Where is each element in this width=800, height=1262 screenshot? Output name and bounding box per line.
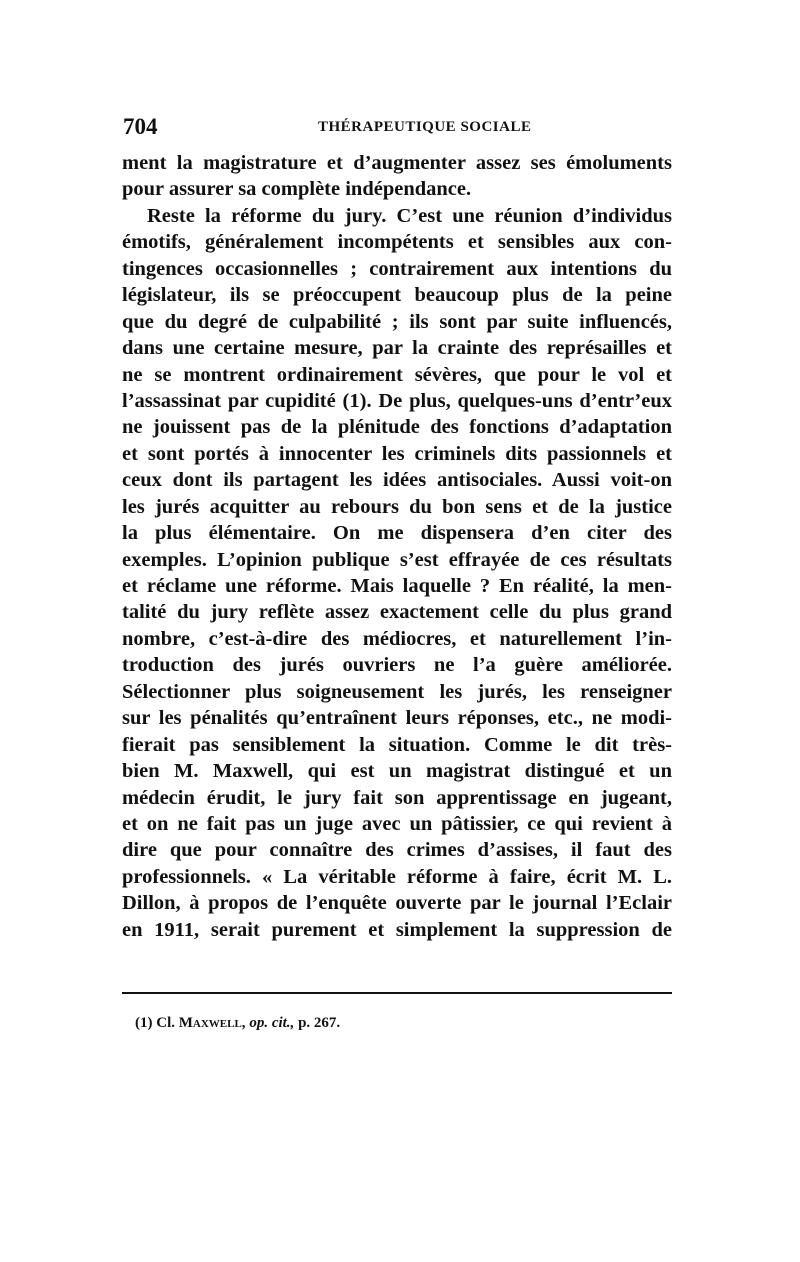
text-line: et sont portés à innocenter les criminels dits passionnels et [122,442,672,465]
text-line: fierait pas sensiblement la situation. Comme le dit très- [122,733,672,756]
running-header [123,114,671,140]
text-line: talité du jury reflète assez exactement celle du plus grand [122,601,672,624]
text-line: bien M. Maxwell, qui est un magistrat distingué et un [122,760,672,783]
text-line: troduction des jurés ouvriers ne l’a guère améliorée. [122,654,672,677]
text-line: en 1911, serait purement et simplement la suppression de [122,918,672,941]
text-line: dire que pour connaître des crimes d’assises, il faut des [122,839,672,862]
text-line: Reste la réforme du jury. C’est une réunion d’individus [147,204,672,227]
text-line: pour assurer sa complète indépendance. [122,178,472,201]
text-line: ne se montrent ordinairement sévères, que pour le vol et [122,363,672,386]
page-number: 704 [123,114,158,139]
footnote-divider [122,992,672,994]
main-text [122,150,672,943]
text-line: Dillon, à propos de l’enquête ouverte par le journal l’Eclair [122,892,672,915]
footnote-reference: op. cit., [249,1015,295,1031]
text-line: l’assassinat par cupidité (1). De plus, quelques-uns d’entr’eux [122,389,672,412]
text-line: législateur, ils se préoccupent beaucoup plus de la peine [122,284,672,307]
text-line: sur les pénalités qu’entraînent leurs réponses, etc., ne modi- [122,707,672,730]
text-line: exemples. L’opinion publique s’est effrayée de ces résultats [122,548,672,571]
text-line: professionnels. « La véritable réforme à faire, écrit M. L. [122,865,672,888]
footnote-page: p. 267. [298,1015,341,1031]
text-line: les jurés acquitter au rebours du bon sens et de la justice [122,495,672,518]
text-line: ment la magistrature et d’augmenter assez ses émoluments [122,152,672,174]
text-line: la plus élémentaire. On me dispensera d’en citer des [122,522,672,545]
text-line: médecin érudit, le jury fait son apprentissage en jugeant, [122,786,672,809]
text-line: Sélectionner plus soigneusement les jurés, les renseigner [122,680,672,703]
footnote-author: Maxwell, [178,1015,246,1031]
text-line: ne jouissent pas de la plénitude des fonctions d’adaptation [122,416,672,439]
footnote-abbr: Cl. [156,1015,175,1031]
text-line: ceux dont ils partagent les idées antisociales. Aussi voit-on [122,469,672,492]
text-line: dans une certaine mesure, par la crainte des représailles et [122,337,672,360]
footnote-marker: (1) [135,1015,153,1031]
text-line: et on ne fait pas un juge avec un pâtissier, ce qui revient à [122,812,672,835]
text-line: et réclame une réforme. Mais laquelle ? En réalité, la men- [122,575,672,597]
running-title: THÉRAPEUTIQUE SOCIALE [318,119,532,135]
text-line: nombre, c’est-à-dire des médiocres, et naturellement l’in- [122,627,672,650]
text-line: émotifs, généralement incompétents et sensibles aux con- [122,231,672,254]
text-line: que du degré de culpabilité ; ils sont par suite influencés, [122,310,672,333]
text-line: tingences occasionnelles ; contrairement aux intentions du [122,257,672,280]
footnote [135,1012,340,1034]
